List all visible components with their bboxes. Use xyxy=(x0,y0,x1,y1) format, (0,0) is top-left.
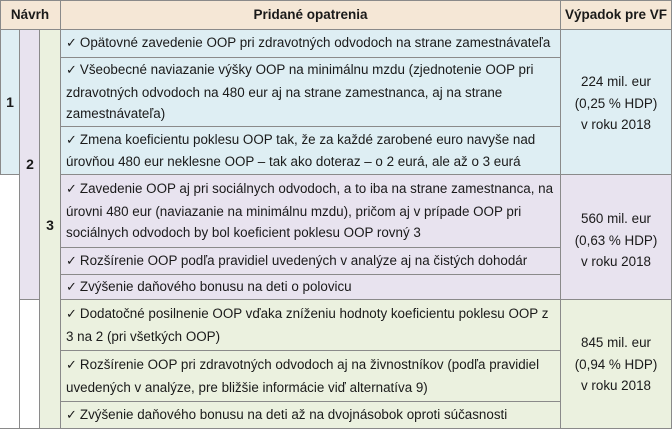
check-icon: ✓ xyxy=(66,358,77,373)
measure-row xyxy=(62,402,560,428)
check-icon: ✓ xyxy=(66,253,77,269)
check-icon: ✓ xyxy=(66,36,77,52)
proposal-3-col xyxy=(40,30,60,175)
measure-text: Opätovné zavedenie OOP pri zdravotných odvodoch na strane zamestnávateľa xyxy=(79,35,551,51)
impact-amount: 560 mil. eur xyxy=(581,211,651,226)
impact-amount: 224 mil. eur xyxy=(581,74,651,89)
impact-proposal-2 xyxy=(562,208,670,273)
measure-text: Dodatočné posilnenie OOP vďaka zníženiu hodnoty koeficientu poklesu OOP z 3 na 2 (pri všetkých OOP) xyxy=(66,306,549,344)
impact-proposal-1 xyxy=(562,71,670,136)
header-measures: Pridané opatrenia xyxy=(253,7,368,22)
check-icon: ✓ xyxy=(66,407,77,423)
check-icon: ✓ xyxy=(66,63,77,79)
impact-amount: 845 mil. eur xyxy=(581,335,651,350)
measure-row xyxy=(62,175,560,247)
measure-text: Rozšírenie OOP pri zdravotných odvodoch aj na živnostníkov (podľa pravidiel uvedených v analýze, pre bližšie informácie viď alternatíva 9) xyxy=(66,357,540,395)
measure-text: Zvýšenie daňového bonusu na deti až na dvojnásobok oproti súčasnosti xyxy=(79,406,508,422)
proposal-3-label: 3 xyxy=(46,217,54,233)
measure-text: Zavedenie OOP aj pri sociálnych odvodoch, a to iba na strane zamestnanca, na úrovni 480 eur (naviazanie na minimálnu mzdu), pričom aj v prípade OOP pri sociálnych odvodoch by bol koeficient poklesu OOP rovný 3 xyxy=(66,181,554,241)
proposal-3-col-mid xyxy=(40,175,60,300)
proposal-1-label: 1 xyxy=(6,94,14,110)
measure-row xyxy=(62,30,560,57)
header-impact: Výpadok pre VF xyxy=(564,7,668,22)
proposal-2-label: 2 xyxy=(26,156,34,172)
impact-proposal-3 xyxy=(562,332,670,397)
check-icon: ✓ xyxy=(66,279,77,295)
impact-year: v roku 2018 xyxy=(581,254,651,269)
impact-share: (0,94 % HDP) xyxy=(574,356,658,372)
measure-row xyxy=(62,127,560,174)
measure-text: Zmena koeficientu poklesu OOP tak, že za každé zarobené euro navyše nad úrovňou 480 eur neklesne OOP – tak ako doteraz – o 2 eurá, ale až o 3 eurá xyxy=(66,131,536,169)
measure-row xyxy=(62,275,560,299)
impact-year: v roku 2018 xyxy=(581,117,651,132)
measure-row xyxy=(62,300,560,350)
measure-text: Všeobecné naviazanie výšky OOP na minimálnu mzdu (zjednotenie OOP pri zdravotných odvodoch na 480 eur aj na strane zamestnanca, aj na strane zamestnávateľa) xyxy=(66,62,534,122)
measure-row xyxy=(62,351,560,401)
header-proposal: Návrh xyxy=(10,7,50,22)
impact-share: (0,25 % HDP) xyxy=(574,95,658,111)
measure-text: Zvýšenie daňového bonusu na deti o polovicu xyxy=(79,278,352,294)
check-icon: ✓ xyxy=(66,182,77,198)
impact-year: v roku 2018 xyxy=(581,378,651,393)
measure-row xyxy=(62,248,560,274)
check-icon: ✓ xyxy=(66,132,77,148)
measure-row xyxy=(62,58,560,126)
measure-text: Rozšírenie OOP podľa pravidiel uvedených v analýze aj na čistých dohodár xyxy=(79,252,528,268)
check-icon: ✓ xyxy=(66,307,77,322)
impact-share: (0,63 % HDP) xyxy=(574,232,658,248)
proposal-2-col xyxy=(20,30,40,175)
